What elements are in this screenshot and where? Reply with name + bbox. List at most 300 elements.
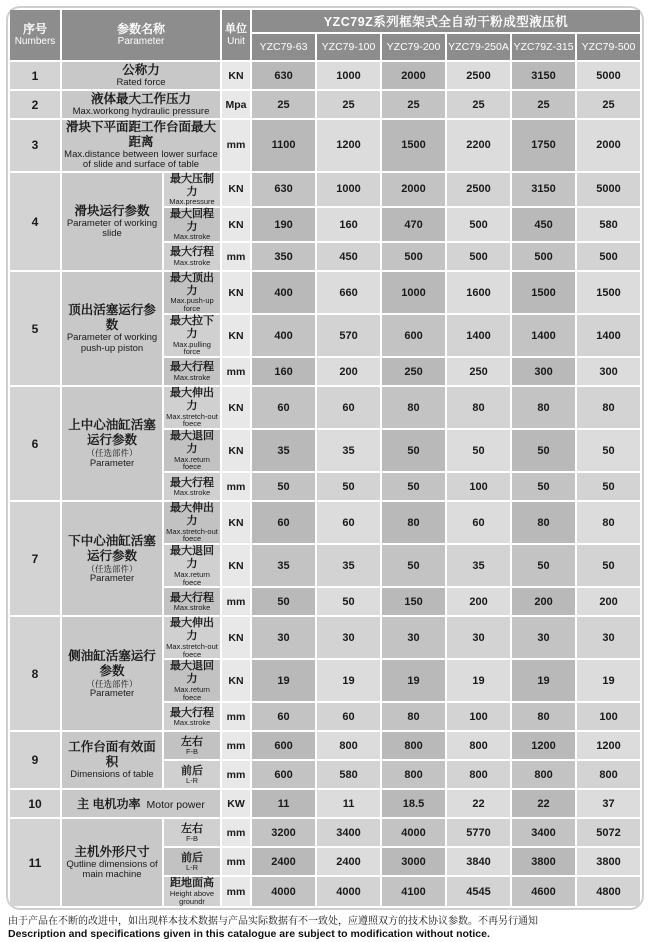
- sub-param-en: F-B: [185, 834, 199, 844]
- value-cell: 35: [317, 430, 380, 471]
- param-name-zh: 公称力: [122, 62, 160, 77]
- param-name-zh: 滑块运行参数: [74, 203, 150, 218]
- value-cell: 630: [252, 62, 315, 89]
- param-name-cell: [62, 91, 220, 118]
- value-cell: 80: [577, 387, 640, 428]
- value-cell: 450: [512, 208, 575, 241]
- value-cell: 500: [447, 208, 510, 241]
- value-cell: 2000: [382, 173, 445, 206]
- model-col-header: YZC79-250A: [447, 34, 510, 60]
- table-row: [10, 91, 640, 118]
- value-cell: 200: [577, 588, 640, 615]
- table-row: [10, 387, 640, 428]
- value-cell: 800: [317, 732, 380, 759]
- sub-param-zh: 最大退回力: [170, 660, 214, 686]
- value-cell: 80: [512, 387, 575, 428]
- sub-param-zh: 前后: [181, 764, 203, 777]
- sub-param-zh: 最大行程: [170, 706, 214, 719]
- value-cell: 200: [512, 588, 575, 615]
- row-number-cell: 6: [10, 387, 60, 500]
- value-cell: 1200: [577, 732, 640, 759]
- value-cell: 25: [252, 91, 315, 118]
- sub-param-cell: [164, 848, 220, 875]
- param-name-zh: 主 电机功率: [77, 796, 141, 811]
- param-note: （任选部件）: [86, 563, 138, 574]
- table-row: [10, 819, 640, 846]
- value-cell: 350: [252, 243, 315, 270]
- value-cell: 1000: [382, 272, 445, 313]
- param-note: （任选部件）: [86, 678, 138, 689]
- value-cell: 2400: [252, 848, 315, 875]
- row-number-cell: 3: [10, 120, 60, 171]
- sub-param-cell: [164, 660, 220, 701]
- footer-note-zh: 由于产品在不断的改进中，如出现样本技术数据与产品实际数据有不一致处，应遵照双方的技术协议参数。不再另行通知: [8, 915, 538, 927]
- sub-param-zh: 距地面高: [170, 877, 214, 890]
- value-cell: 1500: [512, 272, 575, 313]
- unit-cell: KN: [222, 208, 250, 241]
- param-name-en: Qutline dimensions of main machine: [66, 858, 158, 881]
- value-cell: 50: [512, 545, 575, 586]
- row-number-cell: 7: [10, 502, 60, 615]
- param-name-en: Motor power: [146, 798, 205, 811]
- value-cell: 19: [577, 660, 640, 701]
- param-name-cell: [62, 173, 162, 270]
- value-cell: 4000: [317, 877, 380, 905]
- value-cell: 80: [382, 703, 445, 730]
- sub-param-zh: 最大行程: [170, 476, 214, 489]
- header-parameter-cell: [62, 10, 220, 60]
- value-cell: 35: [252, 545, 315, 586]
- sub-param-en: Max.stroke: [173, 373, 211, 383]
- row-number-cell: 8: [10, 617, 60, 730]
- table-row: [10, 790, 640, 817]
- value-cell: 1200: [512, 732, 575, 759]
- sub-param-zh: 最大行程: [170, 591, 214, 604]
- header-unit-zh: 单位: [225, 22, 248, 35]
- value-cell: 800: [382, 732, 445, 759]
- param-name-en: Max.workong hydraulic pressure: [72, 105, 210, 117]
- sub-param-en: Max.stroke: [173, 232, 211, 242]
- value-cell: 18.5: [382, 790, 445, 817]
- value-cell: 60: [252, 703, 315, 730]
- value-cell: 2200: [447, 120, 510, 171]
- value-cell: 580: [577, 208, 640, 241]
- value-cell: 630: [252, 173, 315, 206]
- unit-cell: KN: [222, 387, 250, 428]
- param-name-cell: [62, 617, 162, 730]
- value-cell: 60: [252, 387, 315, 428]
- value-cell: 30: [577, 617, 640, 658]
- value-cell: 450: [317, 243, 380, 270]
- sub-param-cell: [164, 819, 220, 846]
- value-cell: 37: [577, 790, 640, 817]
- value-cell: 30: [317, 617, 380, 658]
- value-cell: 5770: [447, 819, 510, 846]
- value-cell: 200: [447, 588, 510, 615]
- value-cell: 800: [512, 761, 575, 788]
- table-row: [10, 173, 640, 206]
- sub-param-zh: 左右: [181, 735, 203, 748]
- value-cell: 300: [512, 358, 575, 385]
- sub-param-en: Max.stroke: [173, 258, 211, 268]
- value-cell: 570: [317, 315, 380, 356]
- param-name-en: Parameter: [89, 457, 135, 469]
- value-cell: 3400: [512, 819, 575, 846]
- value-cell: 30: [512, 617, 575, 658]
- value-cell: 3000: [382, 848, 445, 875]
- sub-param-zh: 最大退回力: [170, 545, 214, 570]
- param-name-zh: 下中心油缸活塞运行参数: [68, 533, 156, 563]
- value-cell: 5072: [577, 819, 640, 846]
- param-name-cell: [62, 732, 162, 788]
- value-cell: 80: [382, 387, 445, 428]
- value-cell: 50: [577, 545, 640, 586]
- value-cell: 25: [382, 91, 445, 118]
- sub-param-cell: [164, 761, 220, 788]
- model-col-header: YZC79-200: [382, 34, 445, 60]
- value-cell: 1000: [317, 62, 380, 89]
- value-cell: 150: [382, 588, 445, 615]
- value-cell: 3800: [577, 848, 640, 875]
- sub-param-en: Max.pressure: [169, 197, 215, 207]
- value-cell: 11: [252, 790, 315, 817]
- value-cell: 3200: [252, 819, 315, 846]
- value-cell: 60: [317, 387, 380, 428]
- value-cell: 2400: [317, 848, 380, 875]
- value-cell: 250: [382, 358, 445, 385]
- value-cell: 500: [577, 243, 640, 270]
- unit-cell: KN: [222, 62, 250, 89]
- param-name-zh: 顶出活塞运行参数: [68, 303, 156, 333]
- param-name-zh: 侧油缸活塞运行参数: [68, 648, 156, 678]
- sub-param-zh: 最大压制力: [170, 172, 214, 198]
- unit-cell: mm: [222, 243, 250, 270]
- value-cell: 660: [317, 272, 380, 313]
- value-cell: 19: [512, 660, 575, 701]
- value-cell: 80: [577, 502, 640, 543]
- table-row: [10, 62, 640, 89]
- value-cell: 80: [512, 703, 575, 730]
- value-cell: 800: [447, 732, 510, 759]
- unit-cell: mm: [222, 732, 250, 759]
- value-cell: 600: [252, 732, 315, 759]
- unit-cell: KN: [222, 315, 250, 356]
- sub-param-zh: 最大拉下力: [170, 315, 214, 340]
- value-cell: 4545: [447, 877, 510, 905]
- header-parameter-zh: 参数名称: [117, 22, 166, 37]
- spec-table: [8, 8, 642, 908]
- value-cell: 1100: [252, 120, 315, 171]
- value-cell: 500: [382, 243, 445, 270]
- row-number-cell: 11: [10, 819, 60, 905]
- value-cell: 1200: [317, 120, 380, 171]
- sub-param-en: Max.stroke: [173, 488, 211, 498]
- sub-param-en: Max.stroke: [173, 718, 211, 728]
- param-name-cell: [62, 502, 162, 615]
- value-cell: 160: [317, 208, 380, 241]
- value-cell: 30: [447, 617, 510, 658]
- value-cell: 50: [382, 430, 445, 471]
- sub-param-en: F-B: [185, 747, 199, 757]
- sub-param-zh: 最大退回力: [170, 430, 214, 455]
- value-cell: 35: [447, 545, 510, 586]
- row-number-cell: 2: [10, 91, 60, 118]
- sub-param-cell: [164, 877, 220, 905]
- value-cell: 60: [252, 502, 315, 543]
- value-cell: 30: [252, 617, 315, 658]
- value-cell: 400: [252, 315, 315, 356]
- value-cell: 50: [577, 430, 640, 471]
- unit-cell: KN: [222, 617, 250, 658]
- value-cell: 580: [317, 761, 380, 788]
- value-cell: 22: [512, 790, 575, 817]
- sub-param-zh: 最大伸出力: [170, 502, 214, 527]
- value-cell: 190: [252, 208, 315, 241]
- value-cell: 35: [317, 545, 380, 586]
- sub-param-cell: [164, 703, 220, 730]
- header-row-series: [10, 10, 640, 32]
- value-cell: 50: [382, 473, 445, 500]
- value-cell: 160: [252, 358, 315, 385]
- unit-cell: mm: [222, 588, 250, 615]
- header-unit-en: Unit: [227, 35, 245, 47]
- header-numbers-zh: 序号: [22, 22, 47, 37]
- value-cell: 250: [447, 358, 510, 385]
- unit-cell: Mpa: [222, 91, 250, 118]
- value-cell: 19: [382, 660, 445, 701]
- header-unit-cell: [222, 10, 250, 60]
- param-name-cell: [62, 62, 220, 89]
- table-row: [10, 502, 640, 543]
- row-number-cell: 5: [10, 272, 60, 385]
- value-cell: 500: [447, 243, 510, 270]
- value-cell: 25: [317, 91, 380, 118]
- sub-param-en: Max.push-up force: [170, 296, 214, 314]
- param-name-en: Parameter of working slide: [66, 217, 158, 240]
- sub-param-zh: 最大伸出力: [170, 617, 214, 643]
- value-cell: 4100: [382, 877, 445, 905]
- sub-param-en: Max.pulling force: [173, 339, 211, 357]
- sub-param-cell: [164, 272, 220, 313]
- value-cell: 50: [382, 545, 445, 586]
- param-name-zh: 主机外形尺寸: [74, 844, 150, 859]
- row-number-cell: 4: [10, 173, 60, 270]
- value-cell: 2000: [382, 62, 445, 89]
- sub-param-cell: [164, 473, 220, 500]
- sub-param-zh: 前后: [181, 851, 203, 864]
- value-cell: 4600: [512, 877, 575, 905]
- value-cell: 100: [577, 703, 640, 730]
- value-cell: 11: [317, 790, 380, 817]
- value-cell: 2000: [577, 120, 640, 171]
- value-cell: 80: [447, 387, 510, 428]
- param-name-cell: [62, 790, 220, 817]
- value-cell: 1500: [382, 120, 445, 171]
- sub-param-cell: [164, 545, 220, 586]
- sub-param-zh: 最大顶出力: [170, 272, 214, 297]
- unit-cell: KW: [222, 790, 250, 817]
- sub-param-cell: [164, 173, 220, 206]
- param-name-cell: [62, 272, 162, 385]
- sub-param-zh: 最大行程: [170, 246, 214, 259]
- model-col-header: YZC79-100: [317, 34, 380, 60]
- row-number-cell: 10: [10, 790, 60, 817]
- value-cell: 4000: [252, 877, 315, 905]
- value-cell: 50: [252, 588, 315, 615]
- value-cell: 2500: [447, 62, 510, 89]
- unit-cell: mm: [222, 761, 250, 788]
- value-cell: 50: [512, 473, 575, 500]
- value-cell: 50: [317, 473, 380, 500]
- value-cell: 50: [447, 430, 510, 471]
- sub-param-zh: 最大伸出力: [170, 387, 214, 412]
- value-cell: 60: [447, 502, 510, 543]
- footer-note: [8, 915, 642, 942]
- value-cell: 300: [577, 358, 640, 385]
- value-cell: 1750: [512, 120, 575, 171]
- sub-param-zh: 最大行程: [170, 361, 214, 374]
- header-numbers-cell: [10, 10, 60, 60]
- unit-cell: KN: [222, 545, 250, 586]
- spec-table-frame: [6, 6, 644, 910]
- sub-param-cell: [164, 588, 220, 615]
- param-name-zh: 滑块下平面距工作台面最大距离: [66, 120, 217, 149]
- unit-cell: mm: [222, 358, 250, 385]
- value-cell: 400: [252, 272, 315, 313]
- unit-cell: mm: [222, 877, 250, 905]
- param-name-zh: 液体最大工作压力: [91, 91, 192, 106]
- param-name-cell: [62, 819, 162, 905]
- value-cell: 80: [382, 502, 445, 543]
- param-name-en: Dimensions of table: [70, 769, 154, 781]
- sub-param-en: Max.return foece: [174, 684, 210, 702]
- table-row: [10, 120, 640, 171]
- value-cell: 3800: [512, 848, 575, 875]
- sub-param-en: Max.stretch-out foece: [166, 641, 218, 659]
- value-cell: 800: [577, 761, 640, 788]
- unit-cell: mm: [222, 473, 250, 500]
- value-cell: 5000: [577, 62, 640, 89]
- row-number-cell: 1: [10, 62, 60, 89]
- value-cell: 2500: [447, 173, 510, 206]
- sub-param-cell: [164, 430, 220, 471]
- sub-param-cell: [164, 732, 220, 759]
- sub-param-en: L-R: [185, 776, 199, 786]
- param-name-en: Max.distance between lower surface of slide and surface of table: [64, 149, 218, 171]
- value-cell: 4800: [577, 877, 640, 905]
- value-cell: 50: [317, 588, 380, 615]
- value-cell: 80: [512, 502, 575, 543]
- sub-param-cell: [164, 315, 220, 356]
- value-cell: 500: [512, 243, 575, 270]
- param-note: （任选部件）: [86, 448, 138, 459]
- sub-param-cell: [164, 617, 220, 658]
- value-cell: 19: [252, 660, 315, 701]
- sub-param-cell: [164, 502, 220, 543]
- series-title: YZC79Z系列框架式全自动干粉成型液压机: [252, 10, 640, 32]
- unit-cell: mm: [222, 819, 250, 846]
- sub-param-zh: 最大回程力: [170, 208, 214, 233]
- model-col-header: YZC79-500: [577, 34, 640, 60]
- value-cell: 3400: [317, 819, 380, 846]
- value-cell: 60: [317, 703, 380, 730]
- unit-cell: KN: [222, 173, 250, 206]
- param-name-en: Parameter: [89, 687, 135, 699]
- value-cell: 50: [252, 473, 315, 500]
- unit-cell: KN: [222, 430, 250, 471]
- value-cell: 50: [577, 473, 640, 500]
- value-cell: 600: [252, 761, 315, 788]
- value-cell: 50: [512, 430, 575, 471]
- value-cell: 200: [317, 358, 380, 385]
- sub-param-en: Max.return foece: [174, 569, 210, 587]
- value-cell: 1600: [447, 272, 510, 313]
- header-numbers-en: Numbers: [14, 36, 56, 48]
- param-name-cell: [62, 120, 220, 171]
- value-cell: 3840: [447, 848, 510, 875]
- value-cell: 600: [382, 315, 445, 356]
- table-row: [10, 732, 640, 759]
- header-parameter-en: Parameter: [117, 36, 165, 48]
- sub-param-en: Max.return foece: [174, 454, 210, 472]
- value-cell: 100: [447, 703, 510, 730]
- table-row: [10, 617, 640, 658]
- value-cell: 25: [512, 91, 575, 118]
- value-cell: 1400: [447, 315, 510, 356]
- sub-param-en: L-R: [185, 863, 199, 873]
- sub-param-cell: [164, 243, 220, 270]
- unit-cell: KN: [222, 660, 250, 701]
- value-cell: 35: [252, 430, 315, 471]
- value-cell: 1500: [577, 272, 640, 313]
- sub-param-en: Height above groundr: [169, 889, 215, 906]
- catalog-page: [0, 6, 650, 941]
- value-cell: 1400: [512, 315, 575, 356]
- unit-cell: mm: [222, 120, 250, 171]
- value-cell: 22: [447, 790, 510, 817]
- param-name-cell: [62, 387, 162, 500]
- unit-cell: KN: [222, 272, 250, 313]
- value-cell: 19: [317, 660, 380, 701]
- value-cell: 470: [382, 208, 445, 241]
- value-cell: 4000: [382, 819, 445, 846]
- unit-cell: mm: [222, 703, 250, 730]
- value-cell: 1400: [577, 315, 640, 356]
- sub-param-cell: [164, 208, 220, 241]
- value-cell: 1000: [317, 173, 380, 206]
- table-row: [10, 272, 640, 313]
- value-cell: 30: [382, 617, 445, 658]
- value-cell: 800: [447, 761, 510, 788]
- value-cell: 60: [317, 502, 380, 543]
- unit-cell: KN: [222, 502, 250, 543]
- spec-table-body: [10, 62, 640, 906]
- value-cell: 3150: [512, 173, 575, 206]
- sub-param-en: Max.stretch-out foece: [166, 526, 218, 544]
- footer-note-en: Description and specifications given in this catalogue are subject to modification without notice.: [8, 928, 490, 941]
- sub-param-en: Max.stretch-out foece: [166, 411, 218, 429]
- sub-param-cell: [164, 387, 220, 428]
- value-cell: 19: [447, 660, 510, 701]
- unit-cell: mm: [222, 848, 250, 875]
- param-name-en: Rated force: [116, 76, 166, 88]
- value-cell: 25: [447, 91, 510, 118]
- value-cell: 3150: [512, 62, 575, 89]
- row-number-cell: 9: [10, 732, 60, 788]
- sub-param-cell: [164, 358, 220, 385]
- value-cell: 5000: [577, 173, 640, 206]
- value-cell: 25: [577, 91, 640, 118]
